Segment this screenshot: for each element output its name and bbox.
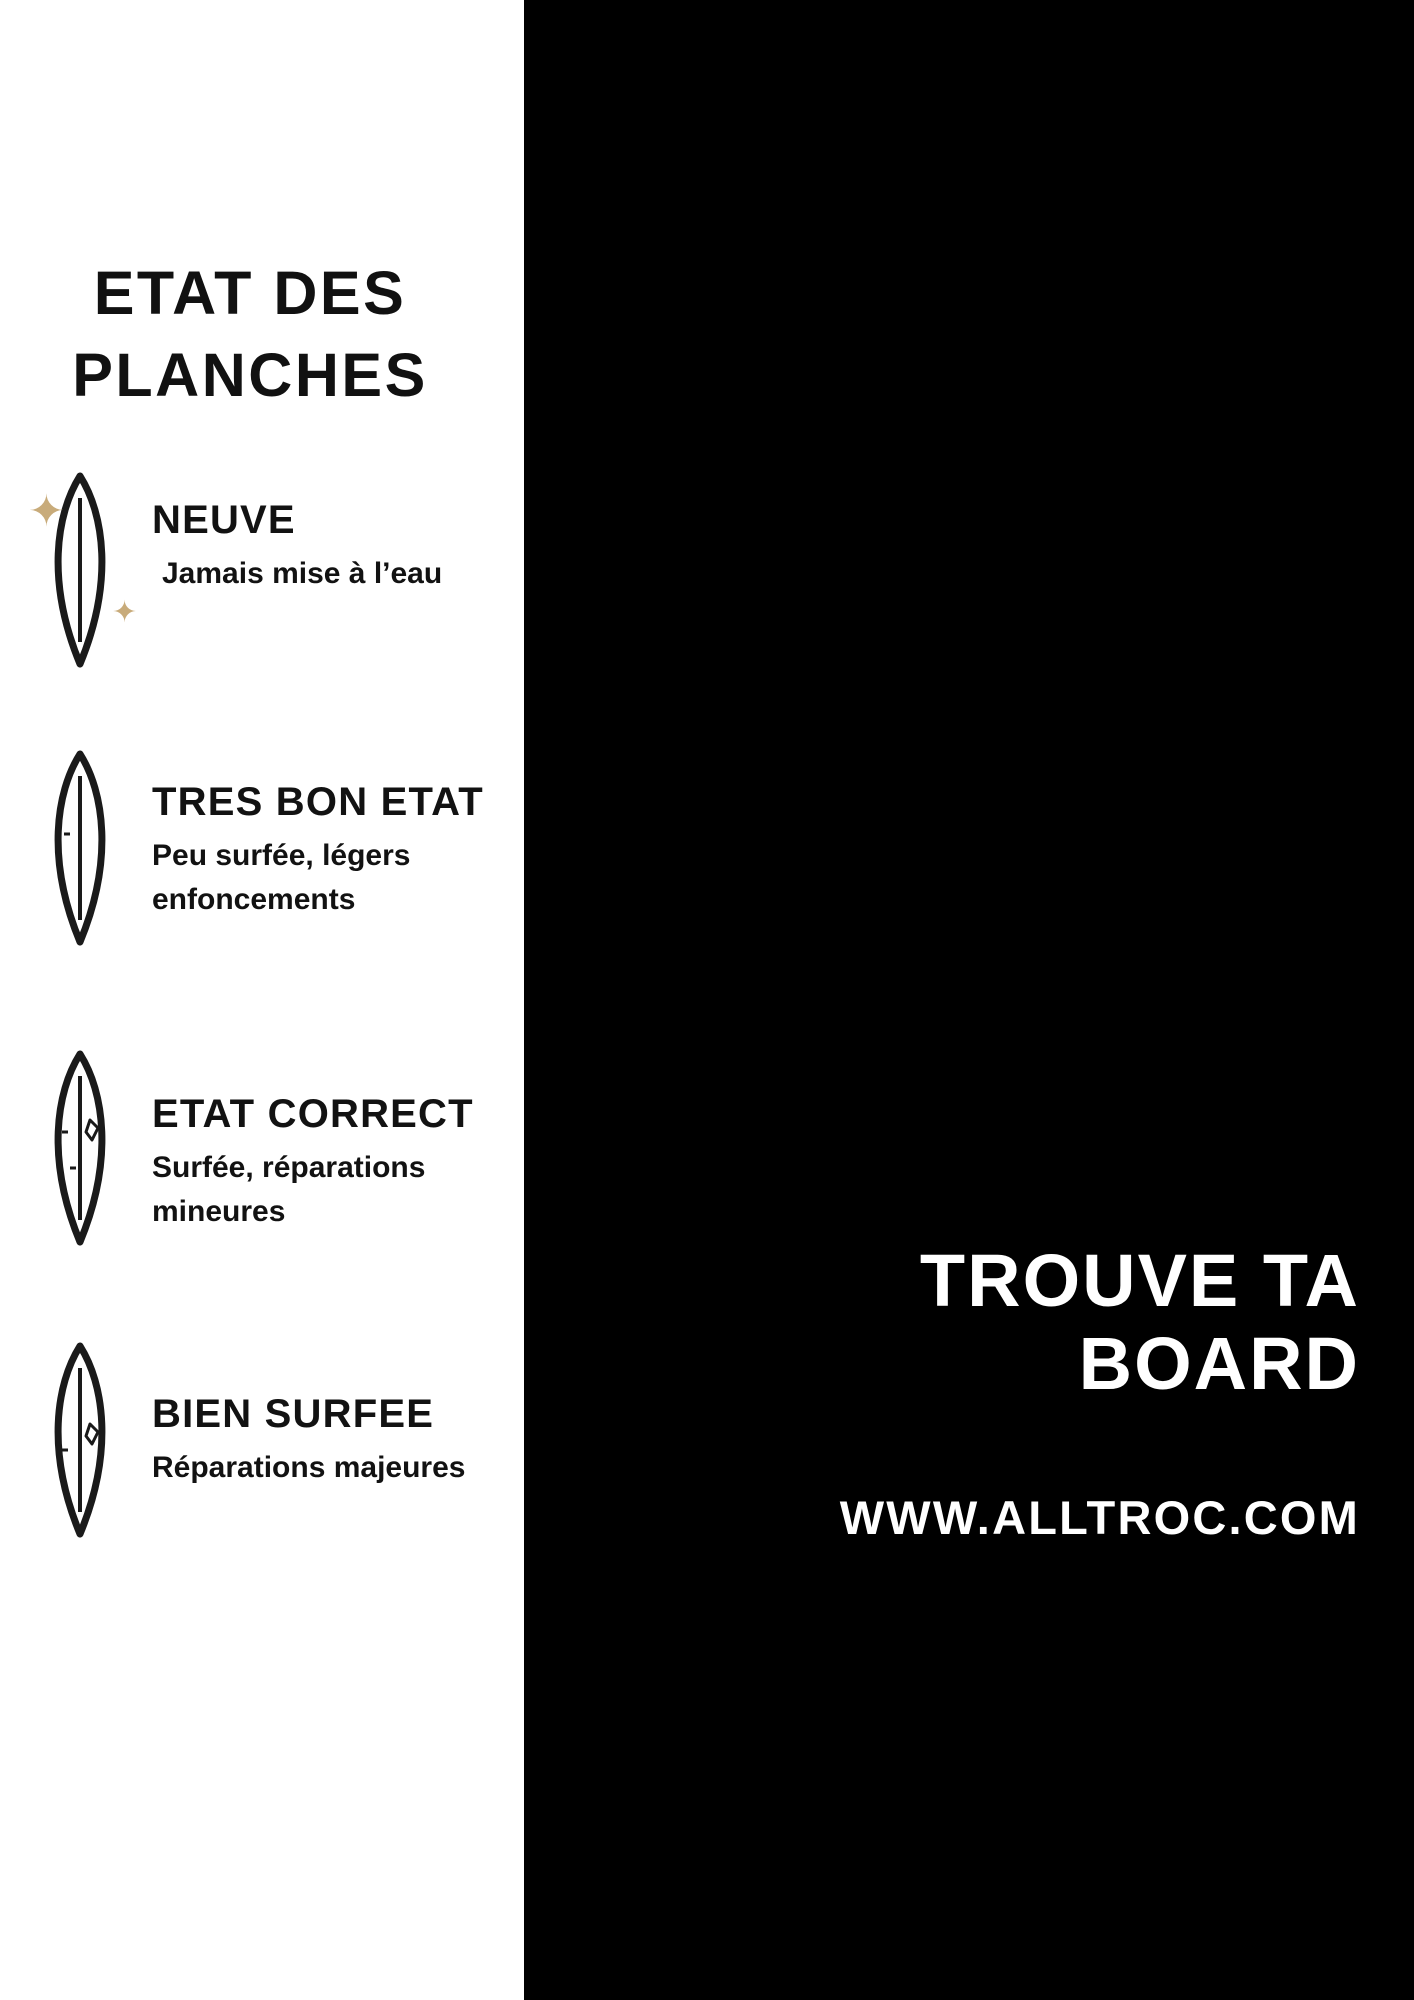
website-url[interactable]: WWW.ALLTROC.COM — [839, 1491, 1360, 1544]
condition-text — [152, 1392, 512, 1490]
condition-name: ETAT CORRECT — [152, 1092, 474, 1136]
condition-name: TRES BON ETAT — [152, 780, 484, 824]
condition-name: BIEN SURFEE — [152, 1392, 435, 1436]
page-title — [0, 252, 500, 417]
condition-text — [152, 498, 512, 596]
surfboard-icon — [40, 1048, 120, 1248]
condition-description: Surfée, réparations mineures — [152, 1151, 426, 1228]
left-content-panel — [0, 0, 524, 2000]
surfboard-icon — [40, 748, 120, 948]
sparkle-icon: ✦ — [28, 486, 65, 537]
condition-name: NEUVE — [152, 498, 296, 542]
surfboard-icon — [40, 1340, 120, 1540]
brand-panel — [524, 0, 1414, 2000]
condition-description: Jamais mise à l’eau — [162, 557, 443, 590]
condition-description: Réparations majeures — [152, 1451, 466, 1484]
cta-headline — [740, 1240, 1360, 1406]
condition-description: Peu surfée, légers enfoncements — [152, 839, 411, 916]
page-title-line-1: ETAT DES — [93, 259, 407, 327]
condition-text — [152, 780, 512, 921]
cta-headline-line-2: BOARD — [1078, 1321, 1360, 1405]
page-title-line-2: PLANCHES — [72, 341, 428, 410]
condition-text — [152, 1092, 512, 1233]
cta-headline-line-1: TROUVE TA — [919, 1239, 1360, 1322]
sparkle-icon: ✦ — [112, 595, 138, 630]
